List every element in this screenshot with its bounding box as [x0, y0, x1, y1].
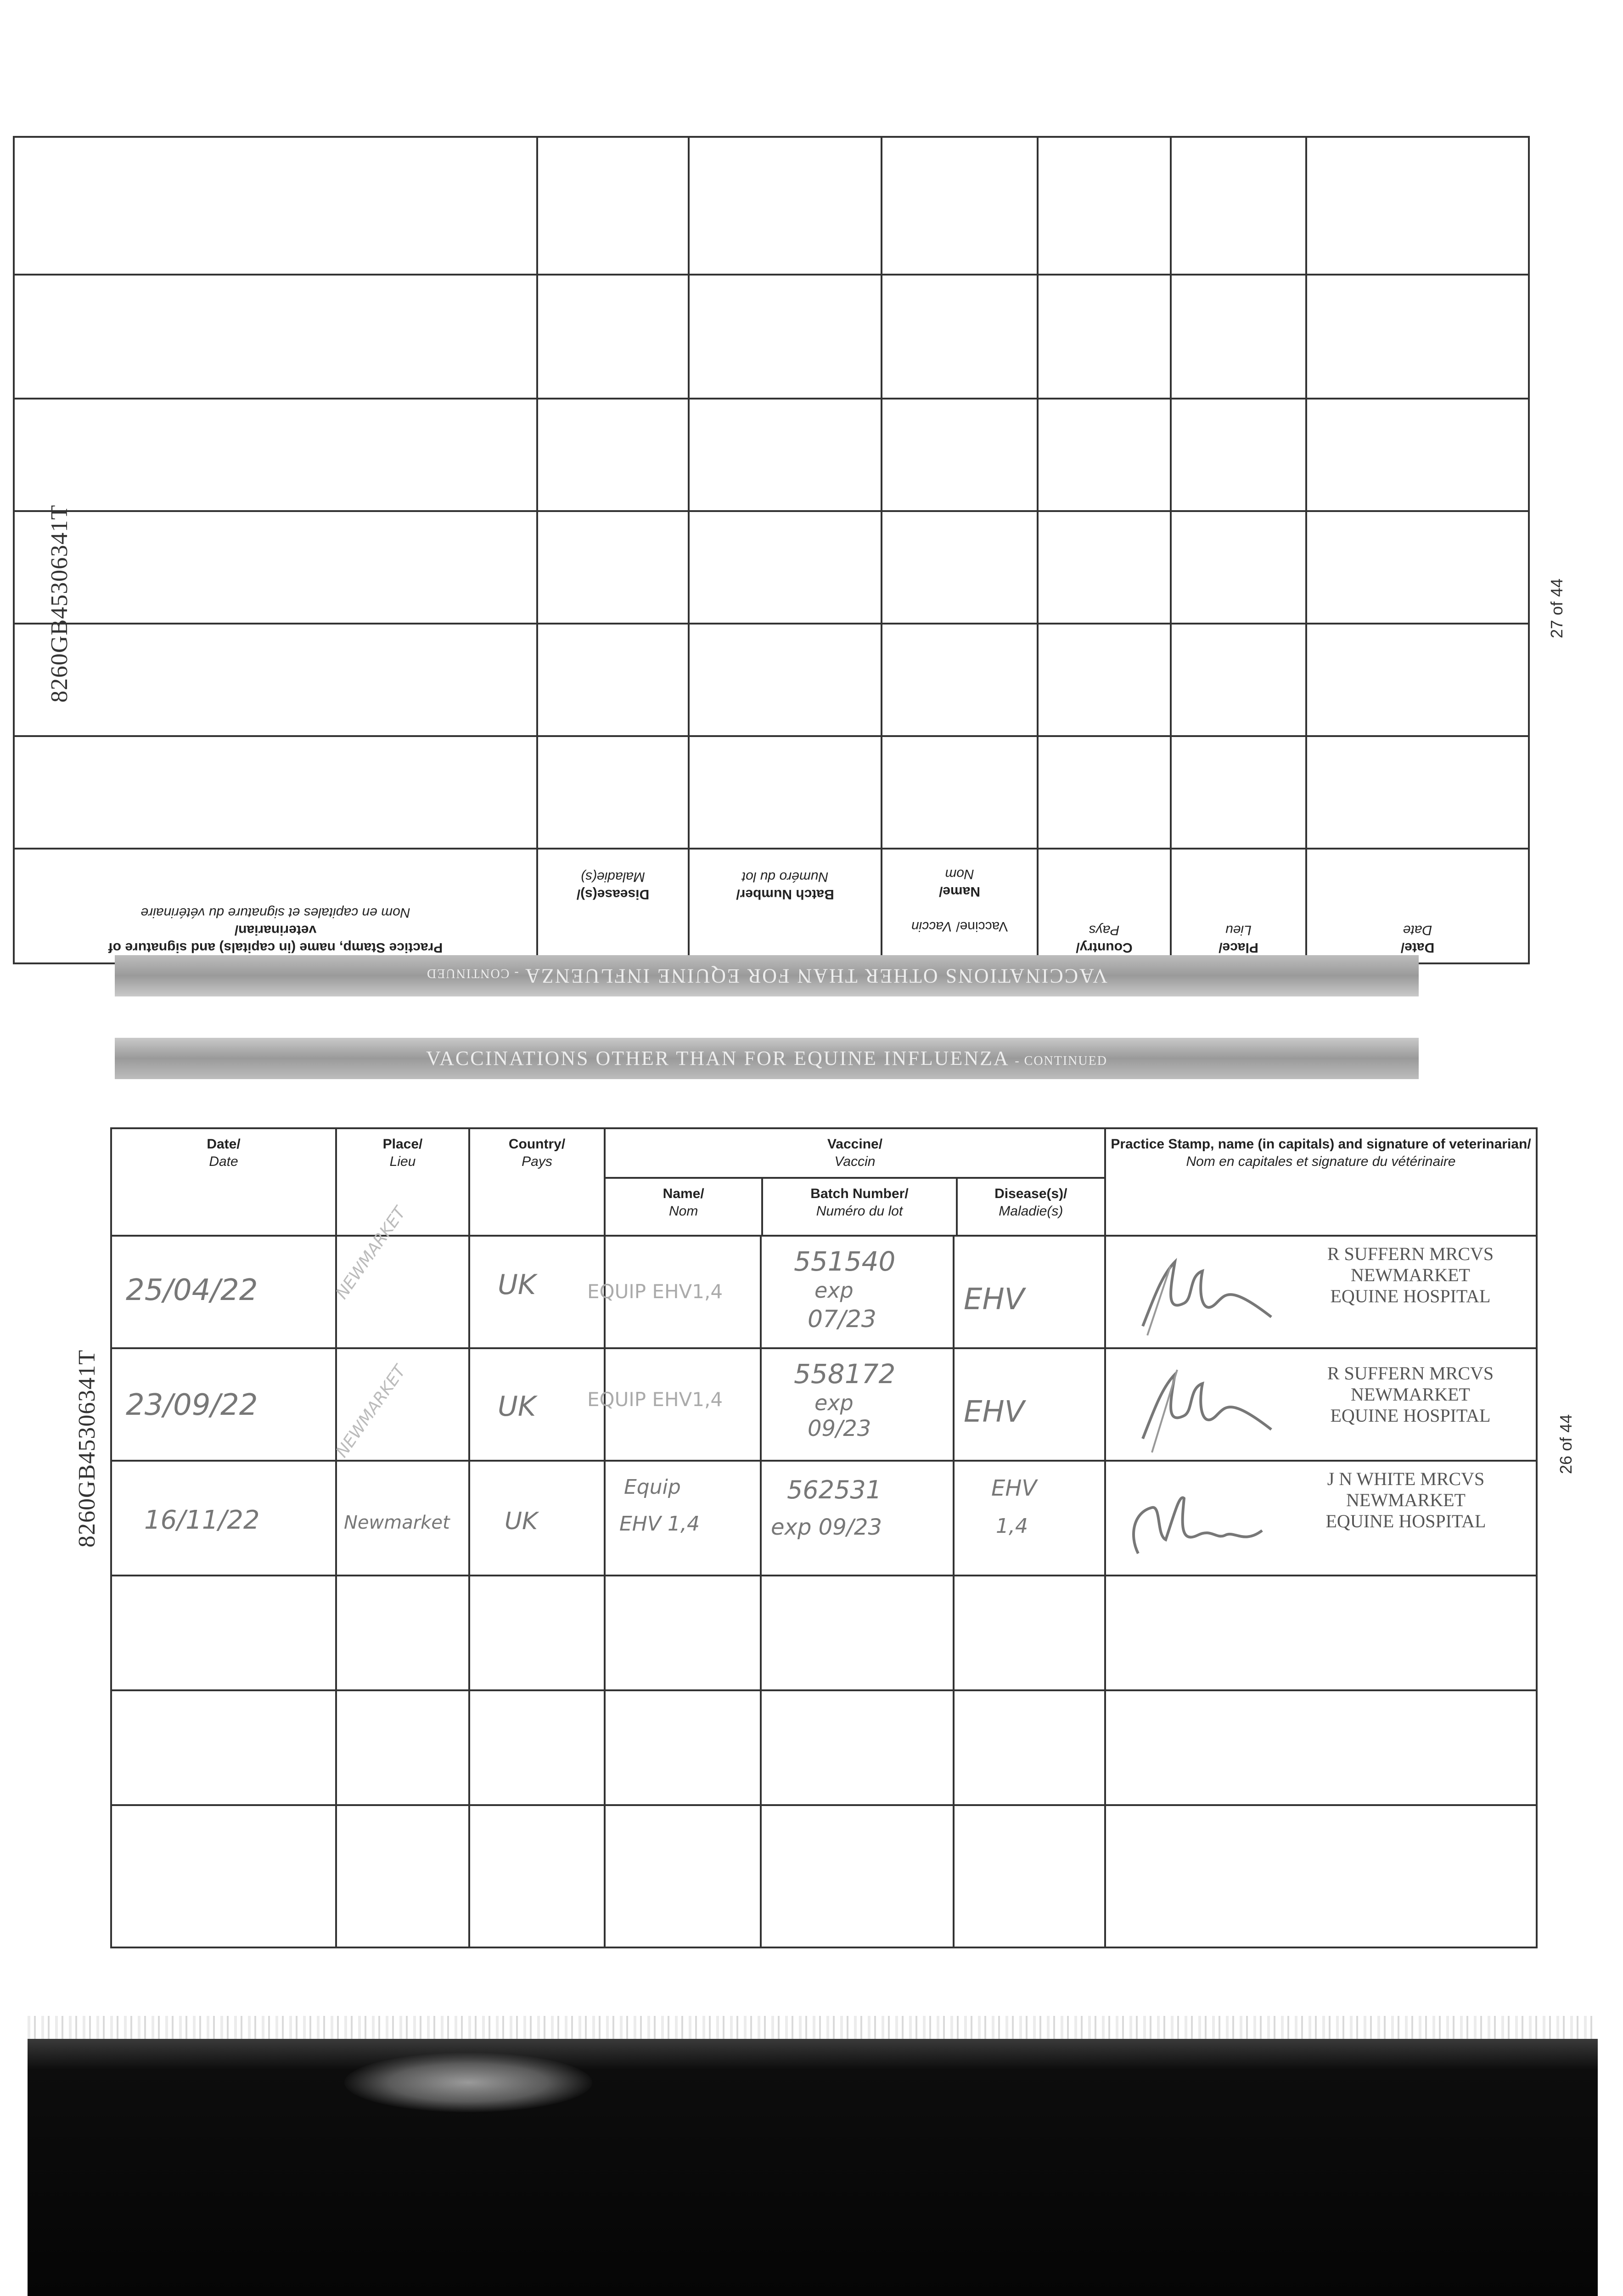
entry-place-stamp: NEWMARKET	[332, 1204, 410, 1303]
entry-disease: EHV	[991, 1475, 1037, 1501]
stamp-vet-name: R SUFFERN MRCVS	[1327, 1363, 1494, 1384]
entry-vaccine-name: Equip	[624, 1475, 681, 1499]
signature-drawing	[1124, 1485, 1276, 1572]
entry-country: UK	[505, 1508, 538, 1535]
col-header-place: Place/ Lieu	[336, 1128, 469, 1236]
banner-bottom: VACCINATIONS OTHER THAN FOR EQUINE INFLUENZA - CONTINUED	[115, 1038, 1419, 1079]
table-row	[14, 624, 1529, 736]
passport-id-top: 8260GB45306341T	[46, 505, 73, 703]
table-row	[14, 137, 1529, 275]
table-row	[111, 1461, 1537, 1576]
page-number-bottom: 26 of 44	[1556, 1414, 1575, 1474]
stamp-vet-name: R SUFFERN MRCVS	[1327, 1244, 1494, 1264]
table-row	[111, 1236, 1537, 1348]
passport-id-bottom: 8260GB45306341T	[74, 1350, 100, 1548]
stamp-practice-hospital: EQUINE HOSPITAL	[1325, 1511, 1486, 1531]
stamp-practice-place: NEWMARKET	[1351, 1384, 1470, 1405]
table-row	[111, 1576, 1537, 1690]
col-header-batch: Batch Number/ Numéro du lot	[689, 849, 882, 963]
top-page-rotated	[0, 0, 1623, 964]
col-header-date: Date/ Date	[111, 1128, 336, 1236]
stamp-practice-place: NEWMARKET	[1346, 1490, 1466, 1510]
table-row	[111, 1690, 1537, 1805]
entry-country: UK	[498, 1269, 536, 1301]
col-header-vaccine: Vaccine/ Vaccin Name/ Nom Batch Number/ Numéro du lot Disease(s)/ Maladie(s)	[605, 1128, 1105, 1236]
entry-vaccine-name-2: EHV 1,4	[619, 1512, 700, 1536]
col-header-vaccine-name: Vaccine/ Vaccin Name/ Nom	[882, 849, 1038, 963]
entry-date: 23/09/22	[126, 1388, 258, 1422]
scanner-dark-band	[28, 2039, 1598, 2296]
entry-vaccine-name: EQUIP EHV1,4	[587, 1280, 723, 1303]
col-header-disease: Disease(s)/ Maladie(s)	[994, 1186, 1067, 1219]
entry-batch: 551540	[794, 1246, 896, 1277]
entry-batch-exp-date: 07/23	[808, 1306, 876, 1333]
col-header-batch: Batch Number/ Numéro du lot	[763, 1179, 957, 1235]
stamp-practice-place: NEWMARKET	[1351, 1265, 1470, 1285]
stamp-vet-name: J N WHITE MRCVS	[1327, 1469, 1485, 1489]
stamp-practice-hospital: EQUINE HOSPITAL	[1330, 1405, 1491, 1426]
entry-country: UK	[498, 1390, 536, 1423]
table-row	[14, 511, 1529, 624]
entry-batch: 558172	[794, 1358, 896, 1390]
col-header-vet: Practice Stamp, name (in capitals) and signature of veterinarian/ Nom en capitales et signature du vétérinaire	[14, 849, 537, 963]
entry-batch-exp: exp 09/23	[771, 1514, 882, 1540]
table-row	[14, 275, 1529, 399]
col-header-disease: Disease(s)/ Maladie(s)	[537, 849, 689, 963]
entry-batch-exp: exp	[814, 1278, 854, 1303]
col-header-place: Place/ Lieu	[1171, 849, 1306, 963]
entry-disease: EHV	[964, 1283, 1025, 1317]
table-row	[111, 1805, 1537, 1947]
entry-date: 25/04/22	[126, 1273, 258, 1307]
bottom-vaccination-table	[110, 1127, 1538, 1948]
entry-batch: 562531	[787, 1475, 882, 1504]
entry-disease-2: 1,4	[996, 1514, 1028, 1538]
signature-drawing	[1134, 1248, 1285, 1345]
entry-batch-exp: exp	[814, 1390, 854, 1415]
entry-batch-exp-date: 09/23	[808, 1416, 871, 1441]
banner-top-rotated: VACCINATIONS OTHER THAN FOR EQUINE INFLUENZA - CONTINUED	[115, 955, 1419, 996]
entry-vaccine-name: EQUIP EHV1,4	[587, 1388, 723, 1411]
col-header-country: Country/ Pays	[1038, 849, 1171, 963]
scanner-glare	[344, 2053, 592, 2112]
table-row	[14, 399, 1529, 511]
entry-place: Newmarket	[344, 1512, 450, 1533]
col-header-country: Country/ Pays	[469, 1128, 605, 1236]
signature-drawing	[1134, 1361, 1285, 1457]
col-header-date: Date/ Date	[1306, 849, 1529, 963]
table-row	[14, 736, 1529, 849]
entry-place-stamp: NEWMARKET	[332, 1362, 410, 1461]
top-vaccination-table	[13, 136, 1530, 964]
col-header-vaccine-name: Name/ Nom	[606, 1179, 763, 1235]
table-row	[111, 1348, 1537, 1461]
entry-disease: EHV	[964, 1395, 1025, 1429]
entry-date: 16/11/22	[144, 1505, 260, 1535]
col-header-vet: Practice Stamp, name (in capitals) and signature of veterinarian/ Nom en capitales et signature du vétérinaire	[1105, 1128, 1537, 1236]
stamp-practice-hospital: EQUINE HOSPITAL	[1330, 1286, 1491, 1306]
page-number-top: 27 of 44	[1547, 578, 1566, 638]
